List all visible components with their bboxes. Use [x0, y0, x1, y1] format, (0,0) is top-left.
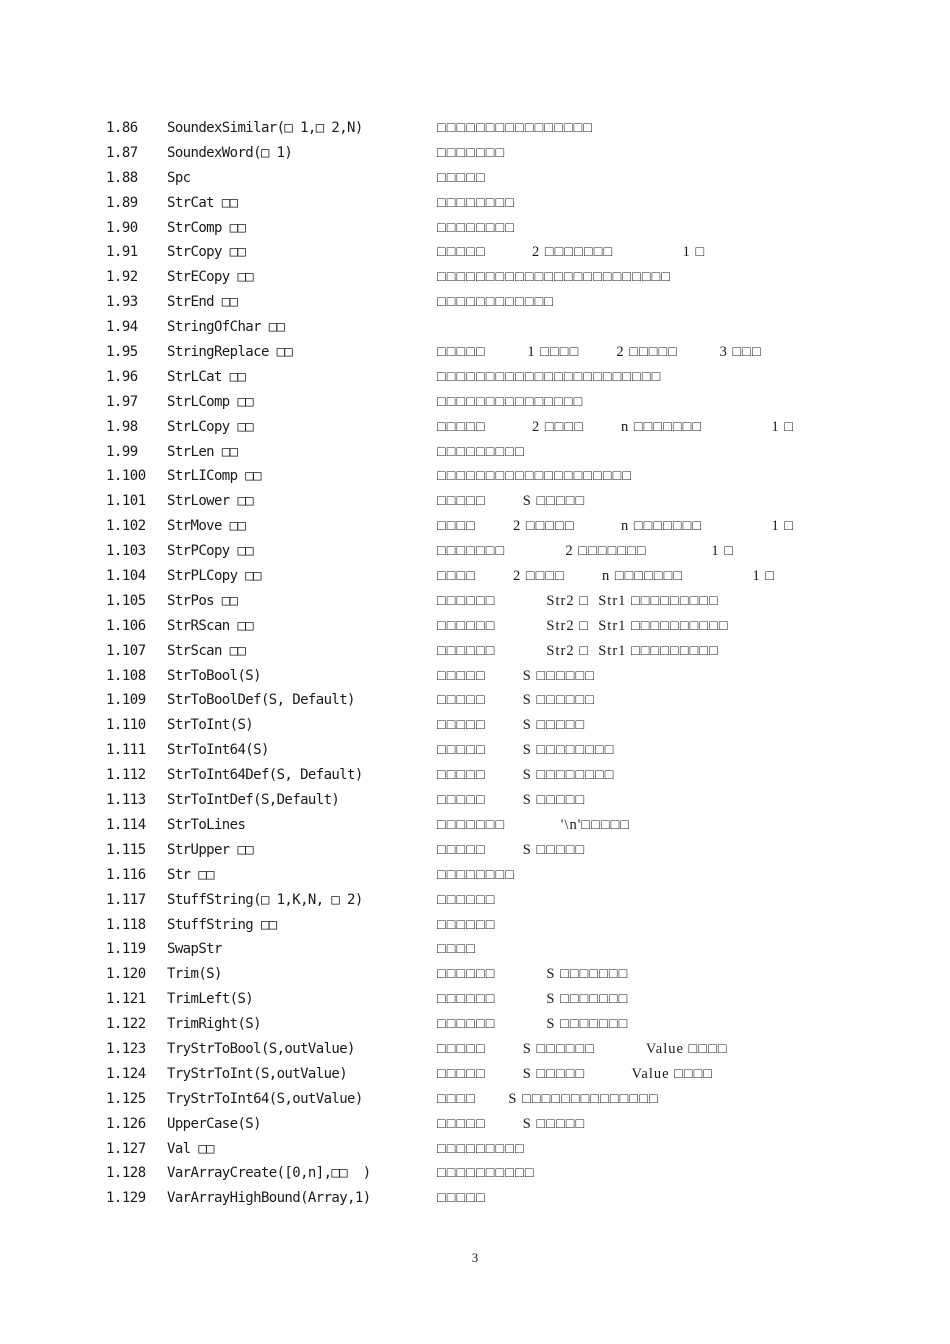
function-description: □□□□ — [437, 941, 477, 958]
function-description: □□□□□ S □□□□□□□□ — [437, 742, 615, 759]
function-name: StrLIComp □□ — [167, 468, 261, 485]
function-name: StuffString □□ — [167, 916, 277, 933]
function-name: StrPLCopy □□ — [167, 568, 261, 585]
function-description: □□□□□□□ '\n'□□□□□ — [437, 816, 631, 833]
function-description: □□□□□□ Str2 □ Str1 □□□□□□□□□ — [437, 642, 719, 659]
function-name: StrECopy □□ — [167, 269, 254, 286]
function-description: □□□□□□□□□□□□□□□□□□□□□□□ — [437, 368, 662, 385]
item-number: 1.115 — [106, 841, 146, 858]
item-number: 1.96 — [106, 368, 138, 385]
function-name: StrLower □□ — [167, 493, 254, 510]
function-description: □□□□□ S □□□□□□ Value □□□□ — [437, 1040, 728, 1057]
function-description: □□□□□□□ 2 □□□□□□□ 1 □ — [437, 543, 734, 560]
list-item — [0, 913, 950, 938]
list-item — [0, 216, 950, 241]
function-name: VarArrayCreate([0,n],□□ ) — [167, 1165, 371, 1182]
list-item — [0, 863, 950, 888]
function-description: □□□□□□□□□□□□ — [437, 294, 555, 311]
item-number: 1.128 — [106, 1165, 146, 1182]
item-number: 1.121 — [106, 991, 146, 1008]
function-description: □□□□ S □□□□□□□□□□□□□□ — [437, 1090, 659, 1107]
function-name: StrToBoolDef(S, Default) — [167, 692, 355, 709]
list-item — [0, 1137, 950, 1162]
function-name: StringOfChar □□ — [167, 319, 285, 336]
function-description: □□□□□□□□□□□□□□□□□□□□ — [437, 468, 633, 485]
item-number: 1.116 — [106, 866, 146, 883]
item-number: 1.110 — [106, 717, 146, 734]
item-number: 1.125 — [106, 1090, 146, 1107]
function-description: □□□□□ S □□□□□ — [437, 717, 586, 734]
item-number: 1.94 — [106, 319, 138, 336]
function-description: □□□□ 2 □□□□ n □□□□□□□ 1 □ — [437, 568, 776, 585]
item-number: 1.113 — [106, 792, 146, 809]
function-name: SwapStr — [167, 941, 222, 958]
item-number: 1.107 — [106, 642, 146, 659]
function-description: □□□□□ S □□□□□□□□ — [437, 767, 615, 784]
function-name: SoundexSimilar(□ 1,□ 2,N) — [167, 120, 363, 136]
function-description: □□□□□ 1 □□□□ 2 □□□□□ 3 □□□ — [437, 344, 762, 361]
function-name: StrRScan □□ — [167, 617, 254, 634]
function-name: StrCat □□ — [167, 194, 238, 211]
item-number: 1.112 — [106, 767, 146, 784]
function-description: □□□□□□□□ — [437, 194, 516, 211]
function-list — [0, 116, 950, 1211]
list-item — [0, 763, 950, 788]
list-item — [0, 937, 950, 962]
item-number: 1.114 — [106, 816, 146, 833]
list-item — [0, 713, 950, 738]
function-description: □□□□□□ Str2 □ Str1 □□□□□□□□□ — [437, 592, 719, 609]
item-number: 1.101 — [106, 493, 146, 510]
list-item — [0, 614, 950, 639]
list-item — [0, 440, 950, 465]
function-name: StrComp □□ — [167, 219, 246, 236]
function-name: TrimLeft(S) — [167, 991, 254, 1008]
item-number: 1.91 — [106, 244, 138, 261]
function-description: □□□□□□□□□ — [437, 443, 525, 460]
function-name: StrScan □□ — [167, 642, 246, 659]
function-name: Spc — [167, 169, 191, 186]
item-number: 1.123 — [106, 1040, 146, 1057]
function-description: □□□□□□□□□□□□□□□□□□□□□□□□ — [437, 269, 672, 286]
list-item — [0, 1087, 950, 1112]
function-description: □□□□□ 2 □□□□□□□ 1 □ — [437, 244, 706, 261]
item-number: 1.104 — [106, 568, 146, 585]
function-description: □□□□□ S □□□□□ Value □□□□ — [437, 1065, 714, 1082]
list-item — [0, 514, 950, 539]
function-name: StrPos □□ — [167, 592, 238, 609]
function-name: StrCopy □□ — [167, 244, 246, 261]
list-item — [0, 788, 950, 813]
function-name: Val □□ — [167, 1140, 214, 1157]
item-number: 1.105 — [106, 592, 146, 609]
item-number: 1.93 — [106, 294, 138, 311]
function-name: StrLCat □□ — [167, 368, 246, 385]
item-number: 1.111 — [106, 742, 146, 759]
item-number: 1.124 — [106, 1065, 146, 1082]
function-description: □□□□□ S □□□□□ — [437, 792, 586, 809]
function-description: □□□□□ S □□□□□□ — [437, 667, 596, 684]
item-number: 1.117 — [106, 891, 146, 908]
function-description: □□□□□□□□ — [437, 219, 516, 236]
item-number: 1.95 — [106, 344, 138, 361]
item-number: 1.103 — [106, 543, 146, 560]
item-number: 1.90 — [106, 219, 138, 236]
function-name: TryStrToBool(S,outValue) — [167, 1040, 355, 1057]
list-item — [0, 166, 950, 191]
list-item — [0, 390, 950, 415]
function-name: StrMove □□ — [167, 518, 246, 535]
list-item — [0, 838, 950, 863]
item-number: 1.120 — [106, 966, 146, 983]
function-name: StrLCopy □□ — [167, 418, 254, 435]
item-number: 1.92 — [106, 269, 138, 286]
list-item — [0, 1037, 950, 1062]
item-number: 1.118 — [106, 916, 146, 933]
function-name: TryStrToInt64(S,outValue) — [167, 1090, 363, 1107]
item-number: 1.88 — [106, 169, 138, 186]
function-name: StrToInt64(S) — [167, 742, 269, 759]
list-item — [0, 1112, 950, 1137]
function-name: StrToBool(S) — [167, 667, 261, 684]
function-description: □□□□□□□ — [437, 144, 506, 161]
list-item — [0, 639, 950, 664]
list-item — [0, 240, 950, 265]
item-number: 1.86 — [106, 120, 138, 136]
function-name: StringReplace □□ — [167, 344, 293, 361]
list-item — [0, 365, 950, 390]
list-item — [0, 888, 950, 913]
list-item — [0, 688, 950, 713]
function-name: StrUpper □□ — [167, 841, 254, 858]
function-name: StrToInt(S) — [167, 717, 254, 734]
function-name: TryStrToInt(S,outValue) — [167, 1065, 348, 1082]
list-item — [0, 589, 950, 614]
function-description: □□□□□□□□□□□□□□□ — [437, 393, 584, 410]
function-description: □□□□□□ — [437, 891, 496, 908]
function-description: □□□□□ 2 □□□□ n □□□□□□□ 1 □ — [437, 418, 795, 435]
function-name: VarArrayHighBound(Array,1) — [167, 1190, 371, 1207]
list-item — [0, 1062, 950, 1087]
function-description: □□□□□□ — [437, 916, 496, 933]
list-item — [0, 489, 950, 514]
item-number: 1.127 — [106, 1140, 146, 1157]
function-description: □□□□□ S □□□□□ — [437, 493, 586, 510]
item-number: 1.97 — [106, 393, 138, 410]
list-item — [0, 1186, 950, 1211]
item-number: 1.122 — [106, 1016, 146, 1033]
list-item — [0, 1161, 950, 1186]
function-name: StrPCopy □□ — [167, 543, 254, 560]
list-item — [0, 464, 950, 489]
list-item — [0, 664, 950, 689]
function-name: StrToInt64Def(S, Default) — [167, 767, 363, 784]
list-item — [0, 539, 950, 564]
item-number: 1.109 — [106, 692, 146, 709]
list-item — [0, 116, 950, 141]
function-description: □□□□□□ S □□□□□□□ — [437, 966, 629, 983]
item-number: 1.129 — [106, 1190, 146, 1207]
item-number: 1.100 — [106, 468, 146, 485]
function-description: □□□□ 2 □□□□□ n □□□□□□□ 1 □ — [437, 518, 795, 535]
item-number: 1.126 — [106, 1115, 146, 1132]
list-item — [0, 415, 950, 440]
item-number: 1.119 — [106, 941, 146, 958]
function-description: □□□□□□ Str2 □ Str1 □□□□□□□□□□ — [437, 617, 729, 634]
list-item — [0, 987, 950, 1012]
function-name: Trim(S) — [167, 966, 222, 983]
list-item — [0, 564, 950, 589]
function-description: □□□□□□□□□ — [437, 1140, 525, 1157]
function-description: □□□□□ S □□□□□ — [437, 1115, 586, 1132]
function-description: □□□□□ — [437, 169, 486, 186]
function-name: StrToIntDef(S,Default) — [167, 792, 340, 809]
list-item — [0, 340, 950, 365]
function-name: StuffString(□ 1,K,N, □ 2) — [167, 891, 363, 908]
function-name: UpperCase(S) — [167, 1115, 261, 1132]
function-name: StrEnd □□ — [167, 294, 238, 311]
item-number: 1.89 — [106, 194, 138, 211]
item-number: 1.99 — [106, 443, 138, 460]
item-number: 1.98 — [106, 418, 138, 435]
function-description: □□□□□□□□□□ — [437, 1165, 535, 1182]
list-item — [0, 813, 950, 838]
item-number: 1.106 — [106, 617, 146, 634]
function-description: □□□□□□ S □□□□□□□ — [437, 1016, 629, 1033]
function-description: □□□□□ S □□□□□ — [437, 841, 586, 858]
item-number: 1.108 — [106, 667, 146, 684]
function-name: SoundexWord(□ 1) — [167, 144, 293, 161]
function-name: StrToLines — [167, 816, 246, 833]
list-item — [0, 738, 950, 763]
list-item — [0, 1012, 950, 1037]
list-item — [0, 315, 950, 340]
item-number: 1.102 — [106, 518, 146, 535]
list-item — [0, 191, 950, 216]
function-description: □□□□□□□□ — [437, 866, 516, 883]
function-description: □□□□□□□□□□□□□□□□ — [437, 120, 594, 136]
function-description: □□□□□ — [437, 1190, 486, 1207]
list-item — [0, 290, 950, 315]
function-description: □□□□□□ S □□□□□□□ — [437, 991, 629, 1008]
function-name: Str □□ — [167, 866, 214, 883]
list-item — [0, 141, 950, 166]
function-name: StrLen □□ — [167, 443, 238, 460]
list-item — [0, 265, 950, 290]
page-number: 3 — [471, 1250, 479, 1265]
list-item — [0, 962, 950, 987]
item-number: 1.87 — [106, 144, 138, 161]
function-description: □□□□□ S □□□□□□ — [437, 692, 596, 709]
function-name: StrLComp □□ — [167, 393, 254, 410]
function-name: TrimRight(S) — [167, 1016, 261, 1033]
